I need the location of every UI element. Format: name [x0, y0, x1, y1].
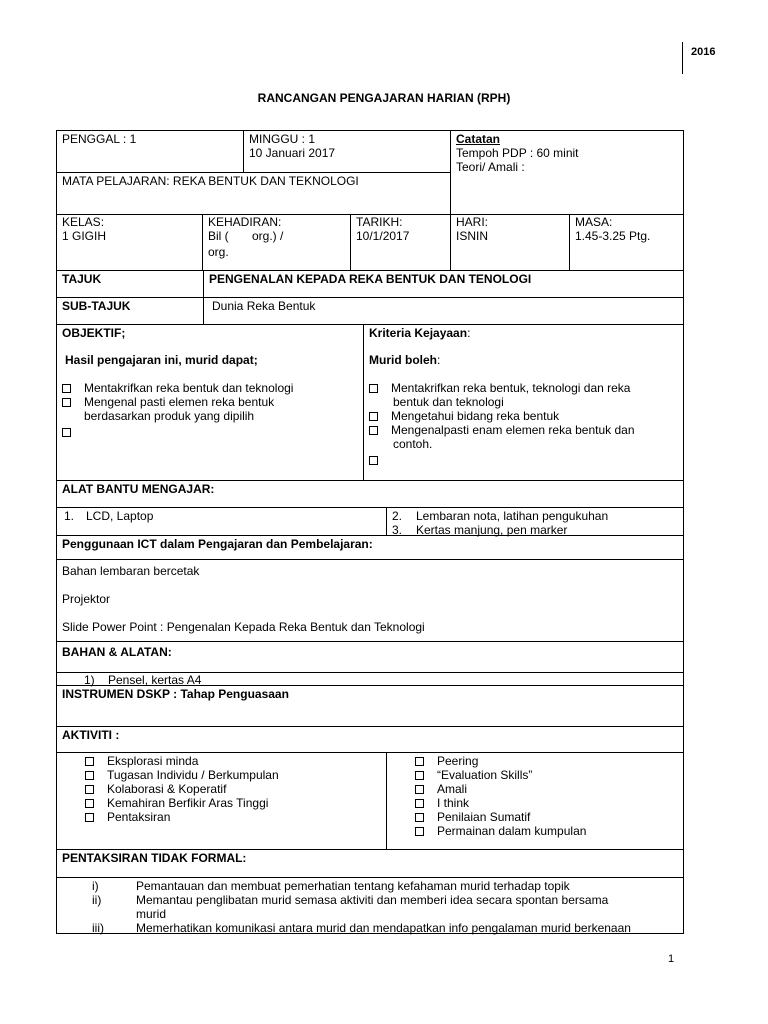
catatan-cell	[450, 131, 683, 215]
checkbox-icon	[85, 757, 94, 766]
alat-bantu-section	[56, 480, 684, 536]
list-number: 2.	[392, 509, 403, 523]
masa-label: MASA:	[575, 215, 613, 229]
objektif-section	[56, 324, 684, 481]
tarikh-cell	[350, 214, 450, 270]
checkbox-icon	[415, 813, 424, 822]
pentaksiran-heading: PENTAKSIRAN TIDAK FORMAL:	[62, 851, 247, 865]
alat-bantu-left	[57, 507, 386, 535]
checkbox-icon	[369, 456, 378, 465]
tempoh-pdp: Tempoh PDP : 60 minit	[456, 146, 579, 160]
objektif-intro: Hasil pengajaran ini, murid dapat;	[65, 353, 258, 367]
checkbox-icon	[62, 398, 71, 407]
info-section	[56, 130, 684, 271]
list-number: 1.	[64, 509, 75, 523]
kelas-value: 1 GIGIH	[62, 229, 107, 243]
checkbox-icon	[85, 799, 94, 808]
mata-pelajaran-cell	[57, 172, 450, 215]
page-number: 1	[668, 953, 675, 965]
pentaksiran-section	[56, 849, 684, 934]
list-number: 1)	[84, 673, 95, 687]
checkbox-icon	[369, 412, 378, 421]
list-item-continuation: contoh.	[393, 437, 433, 451]
aktiviti-right	[386, 752, 683, 849]
instrumen-section	[56, 685, 684, 727]
list-number: iii)	[92, 921, 104, 935]
checkbox-icon	[415, 771, 424, 780]
ict-line: Slide Power Point : Pengenalan Kepada Reka Bentuk dan Teknologi	[62, 620, 425, 634]
checkbox-icon	[415, 799, 424, 808]
list-item: Kolaborasi & Koperatif	[85, 782, 381, 796]
aktiviti-heading: AKTIVITI :	[62, 728, 120, 742]
ict-section	[56, 535, 684, 642]
list-item: Pentaksiran	[85, 810, 381, 824]
tajuk-value: PENGENALAN KEPADA REKA BENTUK DAN TENOLOGI	[203, 271, 683, 297]
objektif-list	[62, 381, 358, 423]
teori-amali: Teori/ Amali :	[456, 160, 525, 174]
list-item: Mentakrifkan reka bentuk, teknologi dan reka	[369, 381, 678, 395]
list-number: i)	[92, 879, 99, 893]
list-item: Mengetahui bidang reka bentuk	[369, 409, 678, 423]
kehadiran-line1: Bil ( org.) /	[208, 229, 284, 243]
tajuk-section	[56, 270, 684, 298]
checkbox-icon	[369, 426, 378, 435]
ict-heading: Penggunaan ICT dalam Pengajaran dan Pembelajaran:	[62, 537, 373, 551]
list-item: Permainan dalam kumpulan	[415, 824, 678, 838]
subtajuk-section	[56, 297, 684, 325]
ict-line: Projektor	[62, 592, 111, 606]
alat-item: Kertas manjung, pen marker	[416, 523, 568, 537]
catatan-label: Catatan	[456, 132, 501, 146]
mata-pelajaran: MATA PELAJARAN: REKA BENTUK DAN TEKNOLOGI	[62, 174, 359, 188]
list-item-continuation: bentuk dan teknologi	[393, 395, 504, 409]
list-item: Kemahiran Berfikir Aras Tinggi	[85, 796, 381, 810]
list-item: Peering	[415, 754, 678, 768]
list-item: Penilaian Sumatif	[415, 810, 678, 824]
minggu-cell	[243, 131, 450, 173]
checkbox-icon	[85, 785, 94, 794]
list-item-continuation: murid	[136, 907, 167, 921]
kelas-cell	[57, 214, 202, 270]
list-number: ii)	[92, 893, 102, 907]
bahan-item: Pensel, kertas A4	[108, 673, 202, 687]
subtajuk-label: SUB-TAJUK	[62, 299, 131, 313]
masa-cell	[569, 214, 683, 270]
list-item: Eksplorasi minda	[85, 754, 381, 768]
checkbox-icon	[62, 428, 71, 437]
kehadiran-cell	[202, 214, 350, 270]
list-item: I think	[415, 796, 678, 810]
page-title: RANCANGAN PENGAJARAN HARIAN (RPH)	[257, 91, 511, 105]
aktiviti-left	[57, 752, 386, 849]
kriteria-intro: Murid boleh:	[369, 353, 441, 367]
kriteria-cell	[363, 325, 683, 480]
hari-cell	[450, 214, 569, 270]
list-item: ii) Memantau penglibatan murid semasa aktiviti dan memberi idea secara spontan bersama	[92, 893, 609, 907]
alat-bantu-heading: ALAT BANTU MENGAJAR:	[62, 482, 215, 496]
bahan-body	[57, 672, 683, 686]
objektif-cell	[57, 325, 363, 480]
objektif-heading: OBJEKTIF;	[62, 326, 126, 340]
list-item: Amali	[415, 782, 678, 796]
kriteria-heading: Kriteria Kejayaan:	[369, 326, 471, 340]
checkbox-icon	[415, 785, 424, 794]
alat-item: Lembaran nota, latihan pengukuhan	[416, 509, 609, 523]
list-item: “Evaluation Skills”	[415, 768, 678, 782]
year-header	[682, 42, 715, 74]
alat-item: LCD, Laptop	[86, 509, 154, 523]
list-item: Mentakrifkan reka bentuk dan teknologi	[62, 381, 358, 395]
minggu-label: MINGGU : 1	[249, 132, 316, 146]
masa-value: 1.45-3.25 Ptg.	[575, 229, 651, 243]
kehadiran-line2: org.	[208, 245, 229, 259]
aktiviti-section	[56, 726, 684, 850]
bahan-section	[56, 641, 684, 686]
minggu-date: 10 Januari 2017	[249, 146, 336, 160]
kelas-label: KELAS:	[62, 215, 105, 229]
year-label: 2016	[691, 46, 716, 58]
list-item: Mengenal pasti elemen reka bentuk	[62, 395, 358, 409]
kriteria-list	[369, 381, 678, 451]
tajuk-label: TAJUK	[62, 272, 102, 286]
alat-bantu-right	[386, 507, 683, 535]
hari-value: ISNIN	[456, 229, 489, 243]
ict-line: Bahan lembaran bercetak	[62, 564, 200, 578]
list-number: 3.	[392, 523, 403, 537]
list-item: i) Pemantauan dan membuat pemerhatian tentang kefahaman murid terhadap topik	[92, 879, 570, 893]
list-item: Tugasan Individu / Berkumpulan	[85, 768, 381, 782]
list-item-continuation: berdasarkan produk yang dipilih	[84, 409, 255, 423]
checkbox-icon	[85, 813, 94, 822]
subtajuk-value: Dunia Reka Bentuk	[203, 298, 683, 324]
pentaksiran-body	[57, 877, 683, 933]
bahan-heading: BAHAN & ALATAN:	[62, 645, 172, 659]
penggal-cell	[57, 131, 243, 173]
checkbox-icon	[415, 827, 424, 836]
ict-body	[57, 559, 683, 641]
list-item: Mengenalpasti enam elemen reka bentuk dan	[369, 423, 678, 437]
penggal-label: PENGGAL : 1	[62, 132, 137, 146]
checkbox-icon	[369, 384, 378, 393]
checkbox-icon	[85, 771, 94, 780]
checkbox-icon	[62, 384, 71, 393]
list-item: iii) Memerhatikan komunikasi antara murid dan mendapatkan info pengalaman murid berkenaan	[92, 921, 631, 935]
hari-label: HARI:	[456, 215, 489, 229]
checkbox-icon	[415, 757, 424, 766]
kehadiran-label: KEHADIRAN:	[208, 215, 282, 229]
tarikh-label: TARIKH:	[356, 215, 403, 229]
tarikh-value: 10/1/2017	[356, 229, 410, 243]
instrumen-heading: INSTRUMEN DSKP : Tahap Penguasaan	[62, 687, 289, 701]
